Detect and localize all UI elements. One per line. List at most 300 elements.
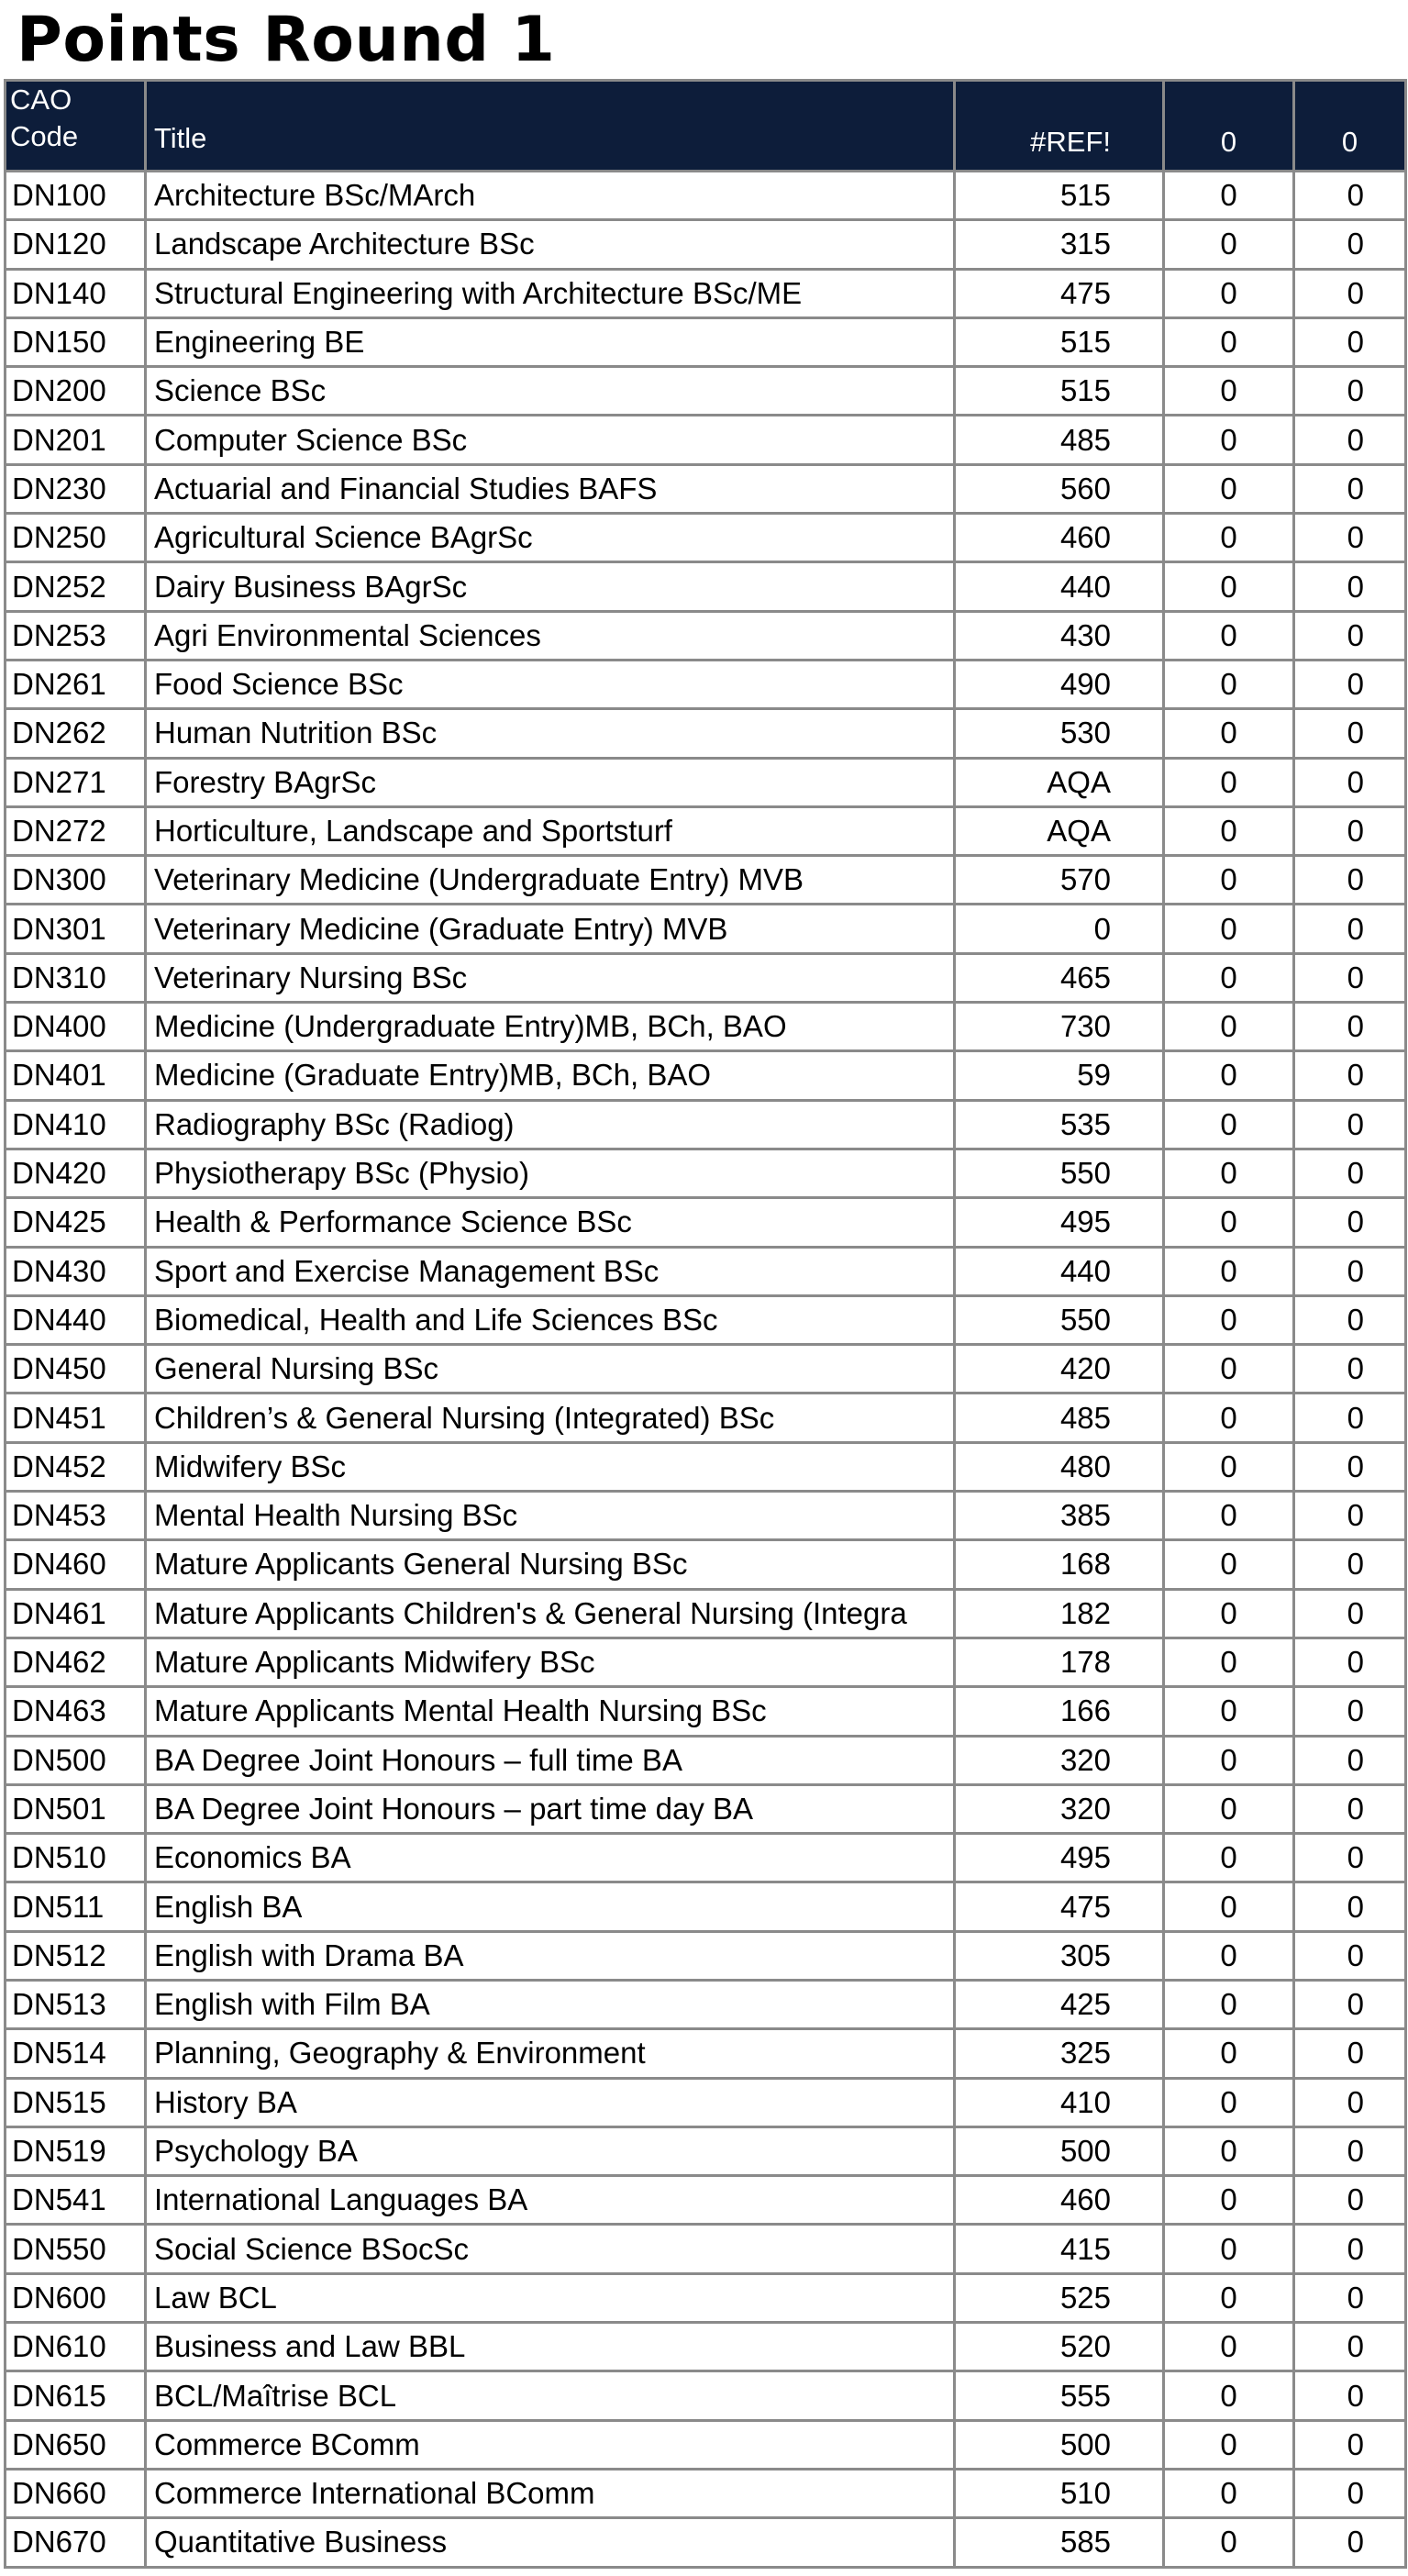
table-row: [6, 1736, 1406, 1784]
table-row: [6, 2518, 1406, 2567]
table-row: [6, 806, 1406, 855]
cell-round-2: 0: [1164, 1492, 1294, 1540]
cell-title: Structural Engineering with Architecture BSc/ME: [146, 269, 955, 317]
cell-title: Veterinary Medicine (Graduate Entry) MVB: [146, 905, 955, 953]
table-row: [6, 269, 1406, 317]
cell-points: 166: [955, 1687, 1164, 1736]
table-row: [6, 2371, 1406, 2420]
cell-points: 0: [955, 905, 1164, 953]
cell-title: BCL/Maîtrise BCL: [146, 2371, 955, 2420]
cell-points: 465: [955, 953, 1164, 1002]
table-row: [6, 1589, 1406, 1638]
cell-cao-code: DN460: [6, 1540, 146, 1589]
points-table: [4, 79, 1407, 2569]
cell-title: Economics BA: [146, 1834, 955, 1882]
cell-points: 475: [955, 1882, 1164, 1931]
cell-cao-code: DN610: [6, 2323, 146, 2371]
cell-round-2: 0: [1164, 1540, 1294, 1589]
cell-round-3: 0: [1294, 1149, 1406, 1197]
cell-round-3: 0: [1294, 220, 1406, 269]
table-row: [6, 1540, 1406, 1589]
cell-round-2: 0: [1164, 1442, 1294, 1491]
cell-round-3: 0: [1294, 1638, 1406, 1686]
table-row: [6, 709, 1406, 758]
cell-points: 550: [955, 1295, 1164, 1344]
table-row: [6, 1638, 1406, 1686]
column-header-cao-code: CAO Code: [6, 81, 146, 172]
table-row: [6, 1051, 1406, 1100]
cell-cao-code: DN271: [6, 758, 146, 806]
cell-round-3: 0: [1294, 2371, 1406, 2420]
cell-cao-code: DN410: [6, 1100, 146, 1149]
cell-round-2: 0: [1164, 758, 1294, 806]
table-row: [6, 2469, 1406, 2517]
cell-round-3: 0: [1294, 1931, 1406, 1980]
table-row: [6, 2176, 1406, 2225]
cell-points: 420: [955, 1345, 1164, 1393]
cell-points: 525: [955, 2273, 1164, 2322]
cell-title: Agricultural Science BAgrSc: [146, 514, 955, 562]
cell-cao-code: DN262: [6, 709, 146, 758]
table-row: [6, 1247, 1406, 1295]
cell-round-3: 0: [1294, 709, 1406, 758]
cell-round-2: 0: [1164, 1051, 1294, 1100]
cell-round-3: 0: [1294, 1442, 1406, 1491]
cell-points: 168: [955, 1540, 1164, 1589]
cell-round-3: 0: [1294, 269, 1406, 317]
cell-cao-code: DN425: [6, 1198, 146, 1247]
table-row: [6, 1492, 1406, 1540]
table-row: [6, 220, 1406, 269]
cell-cao-code: DN201: [6, 416, 146, 464]
cell-cao-code: DN150: [6, 317, 146, 366]
cell-title: Human Nutrition BSc: [146, 709, 955, 758]
cell-title: Radiography BSc (Radiog): [146, 1100, 955, 1149]
cell-cao-code: DN515: [6, 2078, 146, 2126]
cell-title: BA Degree Joint Honours – full time BA: [146, 1736, 955, 1784]
cell-round-3: 0: [1294, 172, 1406, 220]
cell-round-2: 0: [1164, 709, 1294, 758]
cell-round-3: 0: [1294, 2469, 1406, 2517]
cell-title: Mature Applicants Midwifery BSc: [146, 1638, 955, 1686]
cell-cao-code: DN615: [6, 2371, 146, 2420]
table-row: [6, 611, 1406, 660]
cell-title: Physiotherapy BSc (Physio): [146, 1149, 955, 1197]
cell-title: General Nursing BSc: [146, 1345, 955, 1393]
cell-round-3: 0: [1294, 1393, 1406, 1442]
table-row: [6, 1442, 1406, 1491]
cell-title: Commerce International BComm: [146, 2469, 955, 2517]
cell-title: Horticulture, Landscape and Sportsturf: [146, 806, 955, 855]
cell-round-2: 0: [1164, 269, 1294, 317]
page-title: Points Round 1: [17, 4, 556, 76]
cell-title: Dairy Business BAgrSc: [146, 562, 955, 611]
cell-cao-code: DN401: [6, 1051, 146, 1100]
cell-title: English with Film BA: [146, 1980, 955, 2028]
cell-round-2: 0: [1164, 953, 1294, 1002]
cell-points: 460: [955, 514, 1164, 562]
table-row: [6, 905, 1406, 953]
cell-round-3: 0: [1294, 562, 1406, 611]
cell-round-3: 0: [1294, 2029, 1406, 2078]
cell-round-3: 0: [1294, 2126, 1406, 2175]
cell-title: Architecture BSc/MArch: [146, 172, 955, 220]
cell-round-3: 0: [1294, 2273, 1406, 2322]
cell-points: 385: [955, 1492, 1164, 1540]
cell-round-2: 0: [1164, 2420, 1294, 2469]
column-header-title: Title: [146, 81, 955, 172]
cell-points: 520: [955, 2323, 1164, 2371]
cell-round-2: 0: [1164, 1198, 1294, 1247]
cell-cao-code: DN670: [6, 2518, 146, 2567]
cell-round-3: 0: [1294, 1051, 1406, 1100]
cell-cao-code: DN140: [6, 269, 146, 317]
cell-round-2: 0: [1164, 1345, 1294, 1393]
table-row: [6, 2273, 1406, 2322]
cell-title: Veterinary Medicine (Undergraduate Entry) MVB: [146, 856, 955, 905]
table-row: [6, 2225, 1406, 2273]
table-row: [6, 514, 1406, 562]
table-row: [6, 562, 1406, 611]
cell-title: Law BCL: [146, 2273, 955, 2322]
cell-title: Science BSc: [146, 367, 955, 416]
cell-cao-code: DN501: [6, 1784, 146, 1833]
cell-cao-code: DN300: [6, 856, 146, 905]
table-row: [6, 1834, 1406, 1882]
table-row: [6, 1980, 1406, 2028]
cell-cao-code: DN120: [6, 220, 146, 269]
cell-round-2: 0: [1164, 1736, 1294, 1784]
cell-points: 430: [955, 611, 1164, 660]
cell-round-2: 0: [1164, 2323, 1294, 2371]
cell-cao-code: DN650: [6, 2420, 146, 2469]
cell-round-3: 0: [1294, 1345, 1406, 1393]
table-row: [6, 1003, 1406, 1051]
cell-points: 460: [955, 2176, 1164, 2225]
table-row: [6, 2323, 1406, 2371]
cell-title: Psychology BA: [146, 2126, 955, 2175]
cell-title: Mental Health Nursing BSc: [146, 1492, 955, 1540]
cell-title: Food Science BSc: [146, 660, 955, 708]
cell-points: 730: [955, 1003, 1164, 1051]
table-row: [6, 1345, 1406, 1393]
cell-round-2: 0: [1164, 856, 1294, 905]
cell-title: Engineering BE: [146, 317, 955, 366]
table-row: [6, 1882, 1406, 1931]
column-header-points: #REF!: [955, 81, 1164, 172]
table-row: [6, 953, 1406, 1002]
cell-cao-code: DN550: [6, 2225, 146, 2273]
cell-round-3: 0: [1294, 1003, 1406, 1051]
cell-round-2: 0: [1164, 2029, 1294, 2078]
cell-round-2: 0: [1164, 2469, 1294, 2517]
cell-round-3: 0: [1294, 905, 1406, 953]
cell-round-3: 0: [1294, 1834, 1406, 1882]
cell-cao-code: DN511: [6, 1882, 146, 1931]
table-body: [6, 172, 1406, 2568]
cell-points: 495: [955, 1834, 1164, 1882]
cell-cao-code: DN512: [6, 1931, 146, 1980]
table-row: [6, 172, 1406, 220]
cell-cao-code: DN250: [6, 514, 146, 562]
cell-points: 320: [955, 1736, 1164, 1784]
cell-points: 515: [955, 172, 1164, 220]
table-row: [6, 660, 1406, 708]
cell-round-3: 0: [1294, 2420, 1406, 2469]
cell-title: Business and Law BBL: [146, 2323, 955, 2371]
cell-round-2: 0: [1164, 2078, 1294, 2126]
table-row: [6, 2029, 1406, 2078]
cell-round-3: 0: [1294, 1687, 1406, 1736]
table-row: [6, 1687, 1406, 1736]
cell-points: 480: [955, 1442, 1164, 1491]
cell-title: Mature Applicants General Nursing BSc: [146, 1540, 955, 1589]
cell-cao-code: DN200: [6, 367, 146, 416]
cell-round-2: 0: [1164, 1882, 1294, 1931]
table-row: [6, 1198, 1406, 1247]
cell-cao-code: DN420: [6, 1149, 146, 1197]
cell-points: 315: [955, 220, 1164, 269]
cell-cao-code: DN253: [6, 611, 146, 660]
cell-cao-code: DN462: [6, 1638, 146, 1686]
cell-points: 410: [955, 2078, 1164, 2126]
cell-round-2: 0: [1164, 2371, 1294, 2420]
cell-round-2: 0: [1164, 1638, 1294, 1686]
table-row: [6, 1100, 1406, 1149]
cell-points: 500: [955, 2420, 1164, 2469]
cell-round-2: 0: [1164, 2225, 1294, 2273]
cell-title: Children’s & General Nursing (Integrated) BSc: [146, 1393, 955, 1442]
cell-round-3: 0: [1294, 2078, 1406, 2126]
table-row: [6, 1295, 1406, 1344]
cell-cao-code: DN452: [6, 1442, 146, 1491]
cell-round-2: 0: [1164, 367, 1294, 416]
cell-points: 182: [955, 1589, 1164, 1638]
cell-round-2: 0: [1164, 464, 1294, 513]
cell-title: Planning, Geography & Environment: [146, 2029, 955, 2078]
table-row: [6, 2078, 1406, 2126]
cell-cao-code: DN301: [6, 905, 146, 953]
cell-round-3: 0: [1294, 1589, 1406, 1638]
cell-round-3: 0: [1294, 2225, 1406, 2273]
cell-title: Veterinary Nursing BSc: [146, 953, 955, 1002]
cell-cao-code: DN461: [6, 1589, 146, 1638]
cell-round-2: 0: [1164, 611, 1294, 660]
cell-title: Forestry BAgrSc: [146, 758, 955, 806]
cell-round-2: 0: [1164, 1589, 1294, 1638]
cell-points: 485: [955, 1393, 1164, 1442]
cell-title: Social Science BSocSc: [146, 2225, 955, 2273]
cell-round-3: 0: [1294, 367, 1406, 416]
cell-title: Medicine (Undergraduate Entry)MB, BCh, BAO: [146, 1003, 955, 1051]
cell-points: 510: [955, 2469, 1164, 2517]
cell-round-3: 0: [1294, 464, 1406, 513]
cell-cao-code: DN510: [6, 1834, 146, 1882]
cell-points: 325: [955, 2029, 1164, 2078]
cell-round-3: 0: [1294, 806, 1406, 855]
cell-cao-code: DN400: [6, 1003, 146, 1051]
cell-round-2: 0: [1164, 317, 1294, 366]
table-row: [6, 317, 1406, 366]
cell-round-3: 0: [1294, 1540, 1406, 1589]
cell-cao-code: DN450: [6, 1345, 146, 1393]
cell-round-2: 0: [1164, 806, 1294, 855]
cell-title: English with Drama BA: [146, 1931, 955, 1980]
cell-round-3: 0: [1294, 1736, 1406, 1784]
header-row: [6, 81, 1406, 172]
cell-title: Medicine (Graduate Entry)MB, BCh, BAO: [146, 1051, 955, 1100]
cell-cao-code: DN430: [6, 1247, 146, 1295]
cell-title: English BA: [146, 1882, 955, 1931]
cell-points: 515: [955, 317, 1164, 366]
cell-round-3: 0: [1294, 1784, 1406, 1833]
cell-cao-code: DN660: [6, 2469, 146, 2517]
cell-round-2: 0: [1164, 905, 1294, 953]
cell-title: Commerce BComm: [146, 2420, 955, 2469]
cell-cao-code: DN310: [6, 953, 146, 1002]
cell-points: 59: [955, 1051, 1164, 1100]
cell-round-3: 0: [1294, 1980, 1406, 2028]
column-header-round-2: 0: [1164, 81, 1294, 172]
cell-round-2: 0: [1164, 1149, 1294, 1197]
cell-title: History BA: [146, 2078, 955, 2126]
cell-round-2: 0: [1164, 2273, 1294, 2322]
cell-points: 415: [955, 2225, 1164, 2273]
cell-round-3: 0: [1294, 1882, 1406, 1931]
cell-cao-code: DN541: [6, 2176, 146, 2225]
cell-round-2: 0: [1164, 1295, 1294, 1344]
cell-points: 305: [955, 1931, 1164, 1980]
cell-round-3: 0: [1294, 856, 1406, 905]
cell-title: Computer Science BSc: [146, 416, 955, 464]
cell-cao-code: DN451: [6, 1393, 146, 1442]
cell-round-3: 0: [1294, 2518, 1406, 2567]
cell-round-3: 0: [1294, 2323, 1406, 2371]
cell-cao-code: DN514: [6, 2029, 146, 2078]
cell-cao-code: DN272: [6, 806, 146, 855]
cell-round-3: 0: [1294, 1492, 1406, 1540]
cell-cao-code: DN600: [6, 2273, 146, 2322]
cell-round-2: 0: [1164, 1393, 1294, 1442]
cell-points: AQA: [955, 758, 1164, 806]
cell-cao-code: DN252: [6, 562, 146, 611]
cell-round-3: 0: [1294, 611, 1406, 660]
cell-round-2: 0: [1164, 2126, 1294, 2175]
cell-points: 485: [955, 416, 1164, 464]
cell-cao-code: DN453: [6, 1492, 146, 1540]
cell-round-2: 0: [1164, 1003, 1294, 1051]
cell-points: 440: [955, 562, 1164, 611]
cell-round-2: 0: [1164, 2176, 1294, 2225]
table-row: [6, 758, 1406, 806]
cell-title: Mature Applicants Mental Health Nursing BSc: [146, 1687, 955, 1736]
cell-points: 490: [955, 660, 1164, 708]
cell-round-2: 0: [1164, 2518, 1294, 2567]
cell-points: 440: [955, 1247, 1164, 1295]
cell-round-3: 0: [1294, 1198, 1406, 1247]
cell-title: International Languages BA: [146, 2176, 955, 2225]
cell-round-3: 0: [1294, 758, 1406, 806]
cell-cao-code: DN100: [6, 172, 146, 220]
cell-round-3: 0: [1294, 660, 1406, 708]
cell-title: Biomedical, Health and Life Sciences BSc: [146, 1295, 955, 1344]
table-row: [6, 2420, 1406, 2469]
cell-round-3: 0: [1294, 2176, 1406, 2225]
cell-title: Midwifery BSc: [146, 1442, 955, 1491]
cell-title: Agri Environmental Sciences: [146, 611, 955, 660]
table-row: [6, 367, 1406, 416]
cell-points: 550: [955, 1149, 1164, 1197]
cell-cao-code: DN519: [6, 2126, 146, 2175]
cell-cao-code: DN513: [6, 1980, 146, 2028]
cell-round-3: 0: [1294, 1100, 1406, 1149]
cell-title: Actuarial and Financial Studies BAFS: [146, 464, 955, 513]
table-row: [6, 464, 1406, 513]
cell-round-2: 0: [1164, 1784, 1294, 1833]
cell-points: 425: [955, 1980, 1164, 2028]
cell-cao-code: DN500: [6, 1736, 146, 1784]
cell-points: 500: [955, 2126, 1164, 2175]
cell-round-3: 0: [1294, 1295, 1406, 1344]
cell-points: 585: [955, 2518, 1164, 2567]
cell-round-3: 0: [1294, 514, 1406, 562]
cell-title: Health & Performance Science BSc: [146, 1198, 955, 1247]
column-header-round-3: 0: [1294, 81, 1406, 172]
cell-round-2: 0: [1164, 1687, 1294, 1736]
cell-round-3: 0: [1294, 416, 1406, 464]
cell-round-2: 0: [1164, 562, 1294, 611]
cell-round-3: 0: [1294, 1247, 1406, 1295]
cell-points: AQA: [955, 806, 1164, 855]
cell-round-2: 0: [1164, 1980, 1294, 2028]
cell-cao-code: DN440: [6, 1295, 146, 1344]
table-row: [6, 1931, 1406, 1980]
cell-round-3: 0: [1294, 953, 1406, 1002]
cell-title: Sport and Exercise Management BSc: [146, 1247, 955, 1295]
cell-round-2: 0: [1164, 1247, 1294, 1295]
cell-title: Mature Applicants Children's & General Nursing (Integra: [146, 1589, 955, 1638]
cell-round-2: 0: [1164, 220, 1294, 269]
table-row: [6, 1784, 1406, 1833]
cell-title: Quantitative Business: [146, 2518, 955, 2567]
cell-points: 535: [955, 1100, 1164, 1149]
cell-points: 560: [955, 464, 1164, 513]
cell-round-2: 0: [1164, 416, 1294, 464]
cell-title: BA Degree Joint Honours – part time day BA: [146, 1784, 955, 1833]
table-row: [6, 2126, 1406, 2175]
cell-points: 570: [955, 856, 1164, 905]
cell-points: 515: [955, 367, 1164, 416]
cell-title: Landscape Architecture BSc: [146, 220, 955, 269]
cell-round-2: 0: [1164, 1100, 1294, 1149]
cell-round-2: 0: [1164, 1931, 1294, 1980]
cell-round-2: 0: [1164, 660, 1294, 708]
table-row: [6, 856, 1406, 905]
cell-points: 555: [955, 2371, 1164, 2420]
cell-round-2: 0: [1164, 1834, 1294, 1882]
cell-points: 178: [955, 1638, 1164, 1686]
cell-round-2: 0: [1164, 514, 1294, 562]
table-row: [6, 1393, 1406, 1442]
cell-points: 530: [955, 709, 1164, 758]
cell-points: 475: [955, 269, 1164, 317]
cell-cao-code: DN261: [6, 660, 146, 708]
cell-cao-code: DN230: [6, 464, 146, 513]
table-row: [6, 416, 1406, 464]
cell-cao-code: DN463: [6, 1687, 146, 1736]
cell-points: 495: [955, 1198, 1164, 1247]
cell-round-3: 0: [1294, 317, 1406, 366]
